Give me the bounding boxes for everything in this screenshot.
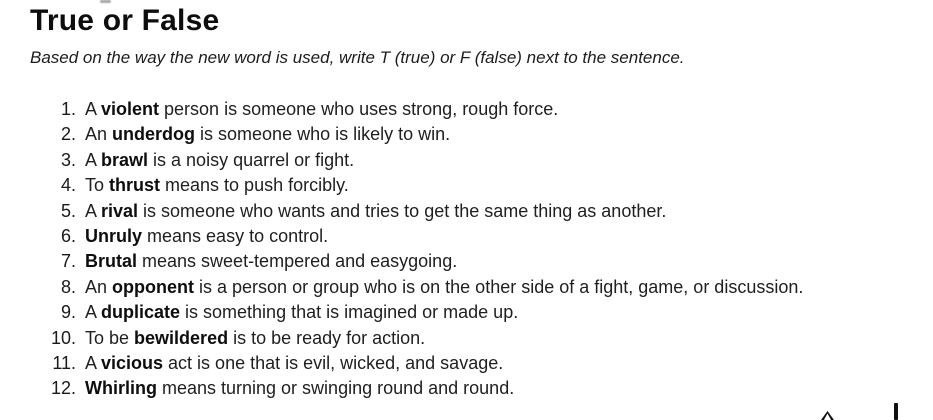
list-item bbox=[30, 300, 920, 325]
item-text-pre: A bbox=[85, 302, 102, 323]
item-text-post: is someone who is likely to win. bbox=[195, 124, 451, 145]
item-text-post: means easy to control. bbox=[142, 225, 329, 246]
item-number: 9. bbox=[60, 302, 76, 323]
item-number: 12. bbox=[50, 378, 76, 399]
vocab-word: Whirling bbox=[85, 378, 157, 399]
list-item bbox=[30, 351, 920, 376]
item-text bbox=[85, 275, 803, 300]
list-item bbox=[30, 148, 920, 173]
cutoff-letter-fragment bbox=[894, 403, 898, 420]
item-text-post: is a person or group who is on the other side of a fight, game, or discussion. bbox=[194, 276, 804, 297]
list-item bbox=[30, 173, 920, 198]
item-text-post: person is someone who uses strong, rough force. bbox=[159, 99, 559, 119]
item-number: 11. bbox=[52, 352, 76, 373]
item-number: 7. bbox=[60, 251, 76, 272]
item-number: 4. bbox=[60, 175, 76, 196]
item-text bbox=[85, 249, 457, 274]
item-text-post: means turning or swinging round and round. bbox=[156, 378, 515, 399]
item-text-pre: A bbox=[85, 352, 102, 373]
list-item bbox=[30, 224, 920, 249]
vocab-word: Brutal bbox=[85, 251, 138, 272]
item-text bbox=[85, 173, 349, 198]
vocab-word: underdog bbox=[112, 124, 196, 145]
vocab-word: violent bbox=[101, 99, 160, 119]
list-item bbox=[30, 97, 920, 122]
item-number: 3. bbox=[60, 149, 76, 170]
vocab-word: rival bbox=[101, 200, 139, 221]
item-text bbox=[85, 326, 425, 351]
item-text bbox=[85, 351, 503, 376]
item-text-pre: To be bbox=[85, 327, 135, 348]
item-text-post: is someone who wants and tries to get the same thing as another. bbox=[138, 200, 667, 221]
item-text bbox=[85, 199, 666, 224]
item-text-pre: A bbox=[85, 200, 102, 221]
cutoff-letter-fragment bbox=[821, 411, 834, 420]
true-false-list bbox=[30, 97, 920, 402]
item-text-pre: An bbox=[85, 276, 113, 297]
item-text-pre: A bbox=[85, 149, 102, 170]
list-item bbox=[30, 122, 920, 147]
item-number: 10. bbox=[50, 327, 76, 348]
item-text bbox=[85, 148, 354, 173]
list-item bbox=[30, 249, 920, 274]
item-text-pre: To bbox=[85, 175, 110, 196]
vocab-word: duplicate bbox=[101, 302, 181, 323]
instruction-text: Based on the way the new word is used, write T (true) or F (false) next to the sentence. bbox=[30, 48, 685, 67]
item-text-post: means to push forcibly. bbox=[160, 175, 349, 196]
item-text-post: means sweet-tempered and easygoing. bbox=[137, 251, 458, 272]
scan-smudge-artifact bbox=[100, 0, 111, 3]
item-text-post: act is one that is evil, wicked, and savage. bbox=[163, 352, 504, 373]
item-text-pre: A bbox=[85, 99, 102, 119]
list-item bbox=[30, 275, 920, 300]
item-text-post: is to be ready for action. bbox=[228, 327, 426, 348]
vocab-word: opponent bbox=[112, 276, 195, 297]
item-text-post: is something that is imagined or made up. bbox=[180, 302, 519, 323]
item-number: 2. bbox=[60, 124, 76, 145]
item-number: 8. bbox=[60, 276, 76, 297]
vocab-word: thrust bbox=[109, 175, 161, 196]
item-text bbox=[85, 97, 558, 122]
item-text-post: is a noisy quarrel or fight. bbox=[148, 149, 355, 170]
list-item bbox=[30, 376, 920, 401]
list-item bbox=[30, 199, 920, 224]
item-number: 5. bbox=[60, 200, 76, 221]
vocab-word: Unruly bbox=[85, 225, 143, 246]
item-text bbox=[85, 376, 514, 401]
item-text-pre: An bbox=[85, 124, 113, 145]
page-title: True or False bbox=[30, 4, 220, 37]
list-item bbox=[30, 326, 920, 351]
item-number: 6. bbox=[60, 225, 76, 246]
item-text bbox=[85, 224, 328, 249]
vocab-word: brawl bbox=[101, 149, 149, 170]
item-text bbox=[85, 122, 450, 147]
item-number: 1. bbox=[60, 99, 76, 119]
vocab-word: vicious bbox=[101, 352, 164, 373]
vocab-word: bewildered bbox=[134, 327, 229, 348]
item-text bbox=[85, 300, 518, 325]
